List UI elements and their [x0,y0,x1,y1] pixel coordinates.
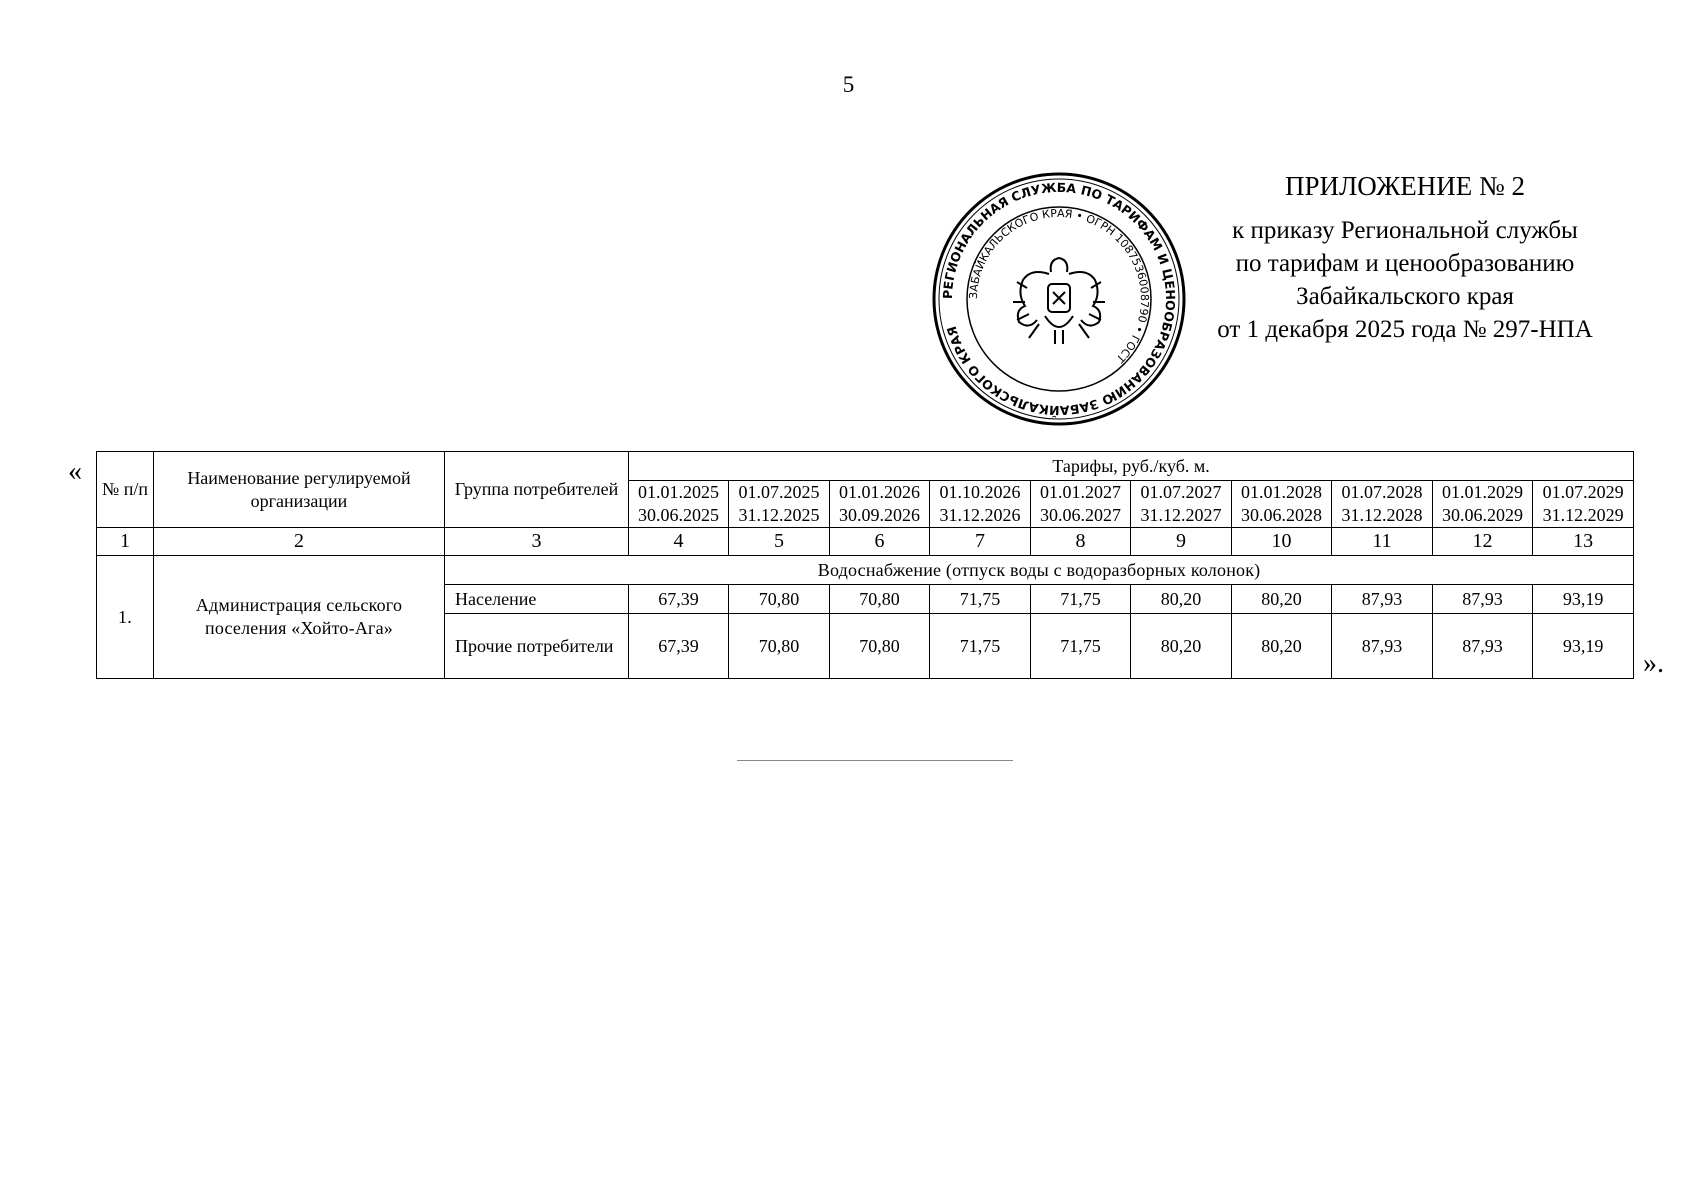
tariff-table [96,451,1634,679]
tariff-value: 80,20 [1131,614,1232,679]
consumer-group: Население [445,585,629,614]
header-consumer-group: Группа потребителей [445,452,629,528]
header-organization: Наименование регулируемой организации [154,452,445,528]
tariff-value: 70,80 [830,585,930,614]
period-to: 30.06.2025 [638,505,719,525]
period-to: 30.06.2029 [1442,505,1523,525]
page-number: 5 [842,72,855,97]
period-header [930,481,1031,528]
tariff-value: 71,75 [1031,585,1131,614]
tariff-value: 80,20 [1232,614,1332,679]
period-from: 01.07.2029 [1542,482,1624,502]
period-header [1533,481,1634,528]
tariff-value: 71,75 [930,614,1031,679]
closing-quote: ». [1643,648,1664,679]
consumer-group: Прочие потребители [445,614,629,679]
period-header [729,481,830,528]
seal-inner-text: ЗАБАЙКАЛЬСКОГО КРАЯ • ОГРН 1087536008790 • ГОСТ [966,206,1152,366]
tariff-value: 80,20 [1131,585,1232,614]
period-from: 01.07.2025 [738,482,820,502]
period-header [1131,481,1232,528]
section-title: Водоснабжение (отпуск воды с водоразборных колонок) [445,556,1634,585]
column-index: 10 [1232,528,1332,556]
appendix-header [1150,170,1660,346]
column-index: 7 [930,528,1031,556]
appendix-line-3: Забайкальского края [1296,283,1514,310]
footer-rule [737,760,1013,761]
tariff-value: 70,80 [729,614,830,679]
appendix-title: ПРИЛОЖЕНИЕ № 2 [1284,171,1526,201]
column-index: 13 [1533,528,1634,556]
period-from: 01.01.2026 [839,482,920,502]
period-to: 31.12.2025 [738,505,820,525]
period-header [1332,481,1433,528]
tariff-value: 93,19 [1533,585,1634,614]
column-index: 4 [629,528,729,556]
column-index: 5 [729,528,830,556]
tariff-value: 71,75 [1031,614,1131,679]
tariff-value: 71,75 [930,585,1031,614]
period-header [1031,481,1131,528]
tariff-value: 67,39 [629,614,729,679]
appendix-line-1: к приказу Региональной службы [1232,217,1578,244]
period-header [1232,481,1332,528]
period-header [1433,481,1533,528]
period-from: 01.01.2027 [1040,482,1121,502]
period-to: 31.12.2028 [1341,505,1423,525]
column-index: 11 [1332,528,1433,556]
column-index: 12 [1433,528,1533,556]
tariff-value: 87,93 [1332,614,1433,679]
period-to: 30.06.2028 [1241,505,1322,525]
column-index: 3 [445,528,629,556]
period-to: 31.12.2029 [1542,505,1624,525]
column-index: 8 [1031,528,1131,556]
organization-num: 1. [97,556,154,679]
svg-text:ЗАБАЙКАЛЬСКОГО КРАЯ • ОГРН 108 [967,207,1151,366]
coat-of-arms-icon [1013,258,1105,344]
seal-outer-text: РЕГИОНАЛЬНАЯ СЛУЖБА ПО ТАРИФАМ И ЦЕНООБРАЗОВАНИЮ ЗАБАЙКАЛЬСКОГО КРАЯ [939,179,1179,419]
period-to: 31.12.2027 [1140,505,1222,525]
tariff-value: 87,93 [1433,585,1533,614]
column-index: 2 [154,528,445,556]
period-from: 01.01.2029 [1442,482,1523,502]
period-from: 01.07.2027 [1140,482,1222,502]
header-tariffs: Тарифы, руб./куб. м. [629,452,1634,481]
header-num: № п/п [97,452,154,528]
column-index: 9 [1131,528,1232,556]
tariff-value: 87,93 [1433,614,1533,679]
organization-name: Администрация сельского поселения «Хойто-Ага» [154,556,445,679]
period-to: 30.06.2027 [1040,505,1121,525]
period-header [629,481,729,528]
period-from: 01.01.2025 [638,482,719,502]
column-index: 1 [97,528,154,556]
tariff-value: 80,20 [1232,585,1332,614]
period-from: 01.07.2028 [1341,482,1423,502]
column-index: 6 [830,528,930,556]
period-from: 01.01.2028 [1241,482,1322,502]
period-header [830,481,930,528]
column-index-row [97,528,1634,556]
period-to: 31.12.2026 [939,505,1021,525]
appendix-line-2: по тарифам и ценообразованию [1235,250,1575,277]
tariff-value: 67,39 [629,585,729,614]
tariff-value: 87,93 [1332,585,1433,614]
appendix-line-4: от 1 декабря 2025 года № 297-НПА [1217,316,1593,343]
tariff-value: 70,80 [729,585,830,614]
tariff-value: 70,80 [830,614,930,679]
period-to: 30.09.2026 [839,505,920,525]
tariff-value: 93,19 [1533,614,1634,679]
opening-quote: « [68,456,82,487]
period-from: 01.10.2026 [939,482,1021,502]
